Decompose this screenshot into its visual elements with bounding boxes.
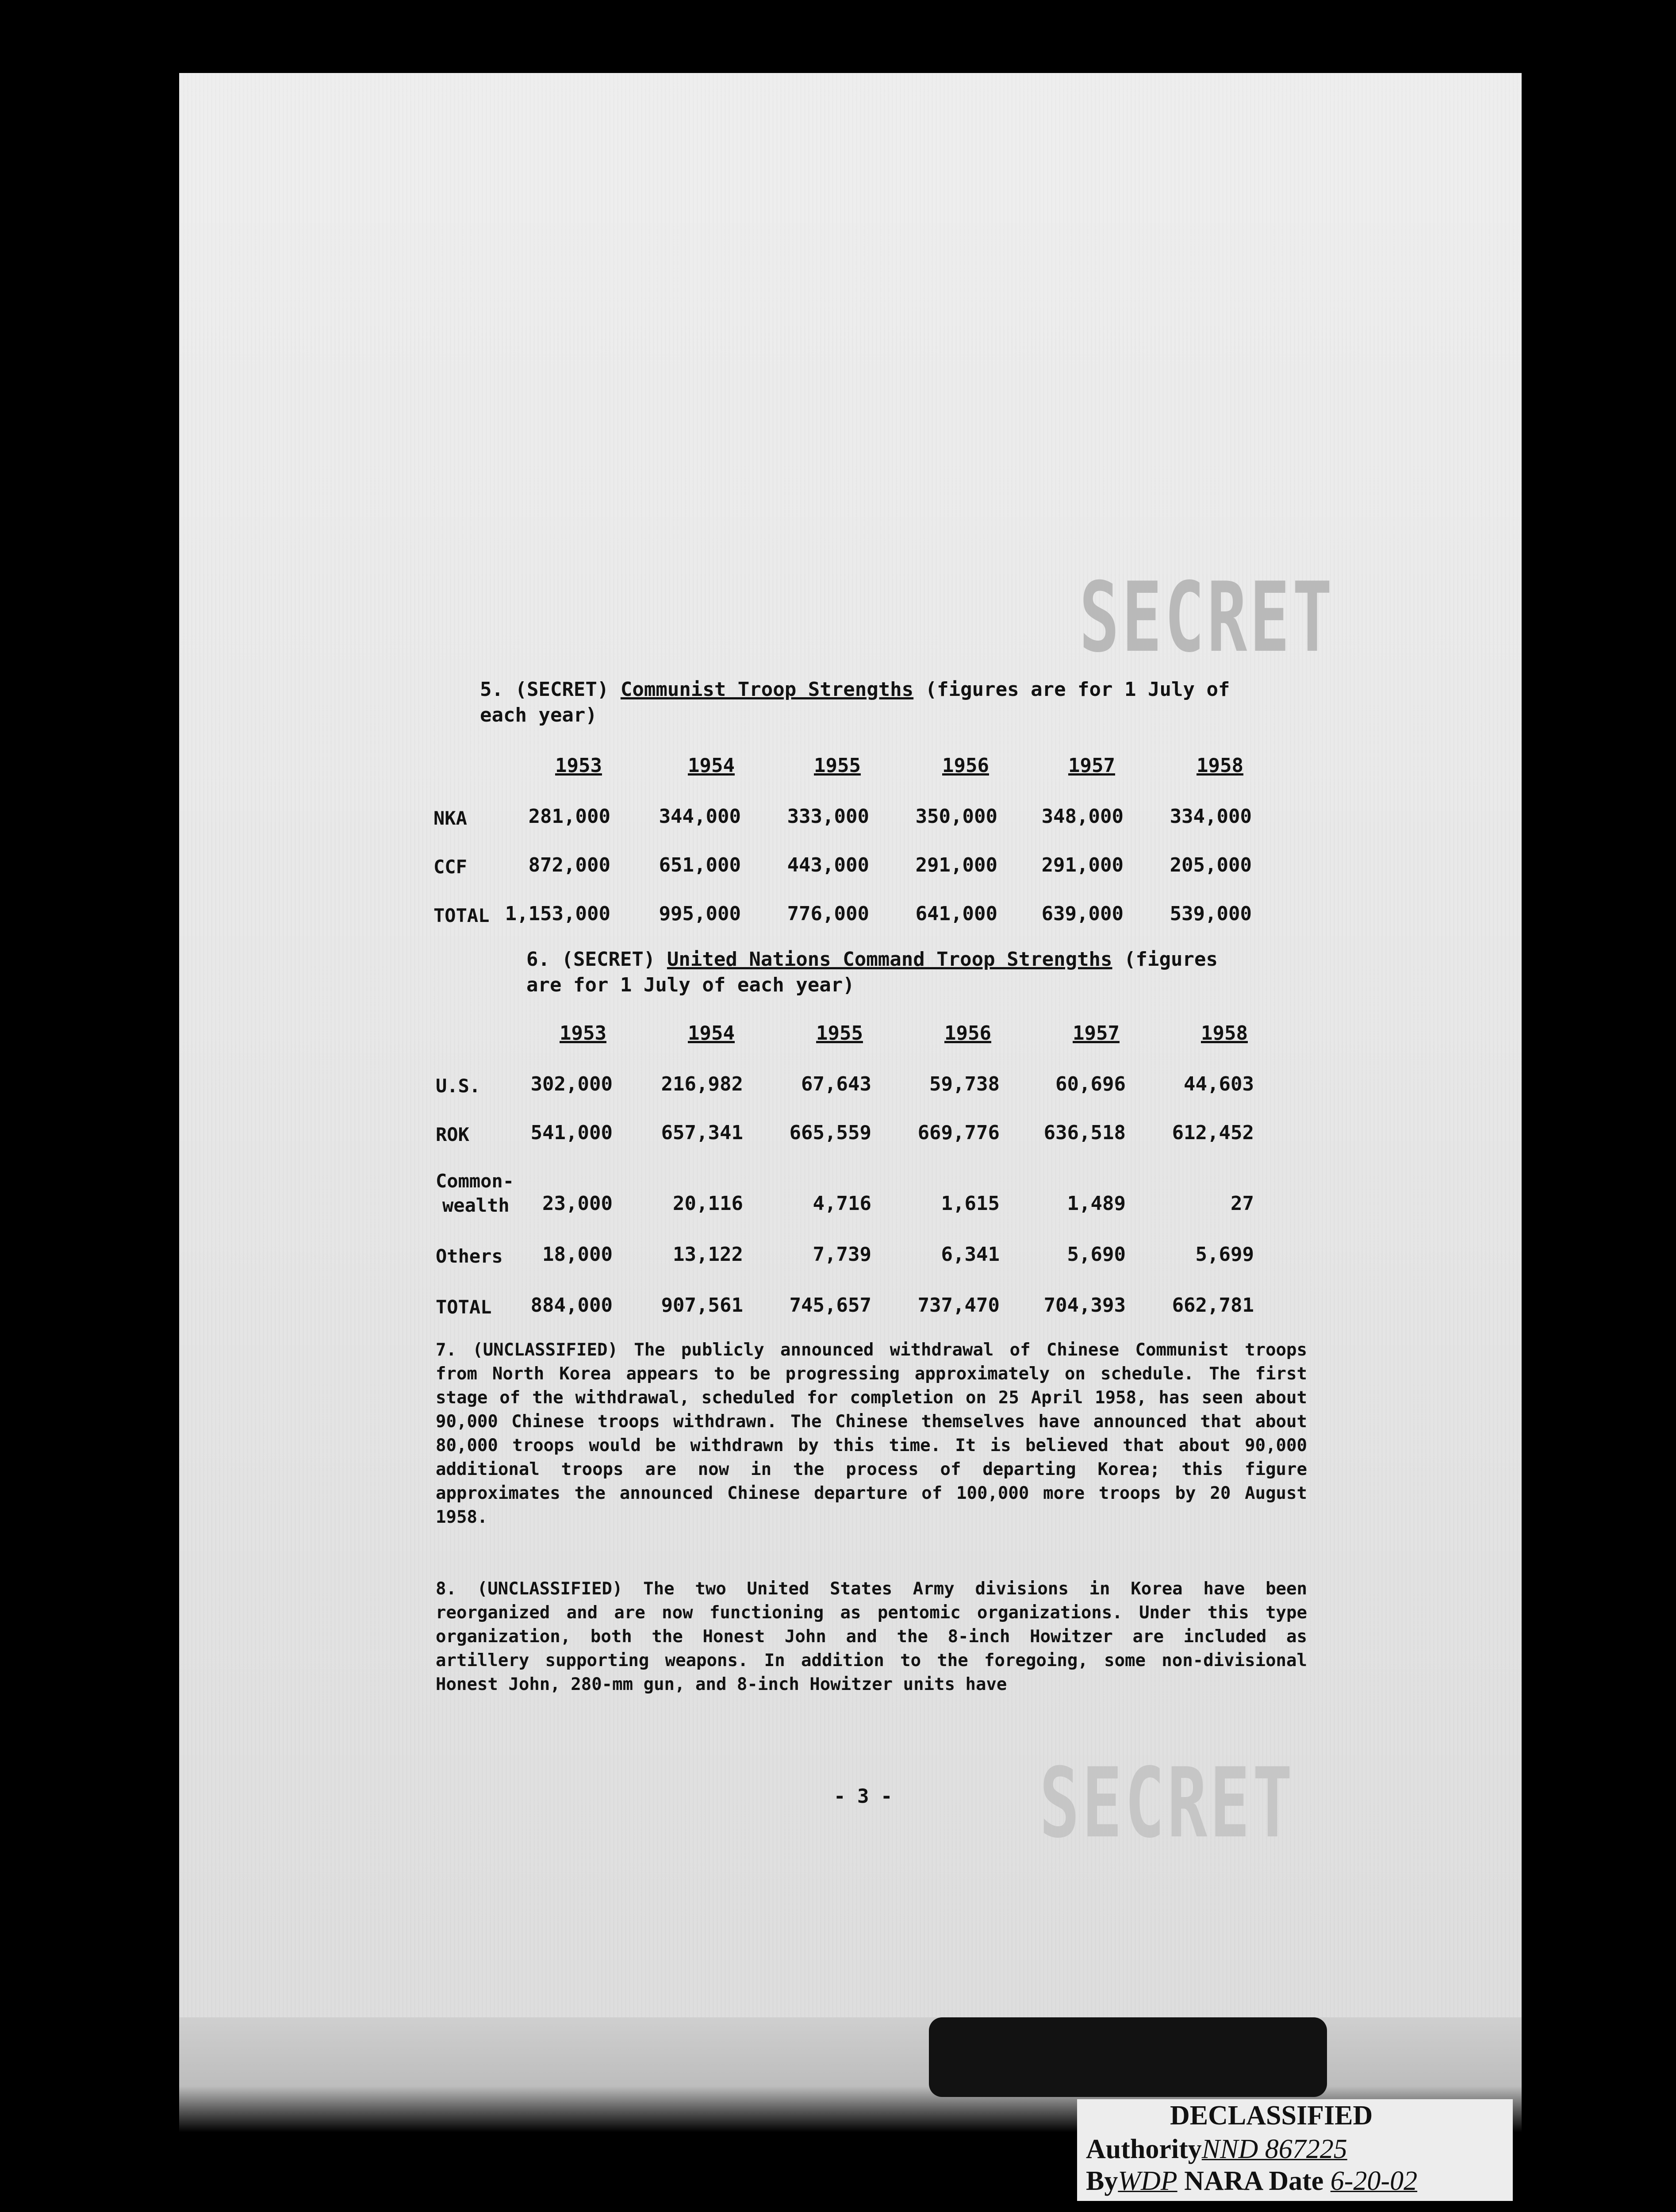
- paragraph-8: 8. (UNCLASSIFIED) The two United States Army divisions in Korea have been reorganized and are now functioning as pentomic organizations. Under this type organization, both the Honest John and the 8-inch Howitzer are included as artillery supporting weapons. In addition to the foregoing, some non-divisional Honest John, 280-mm gun, and 8-inch Howitzer units have: [436, 1579, 1307, 1694]
- paragraph-7: 7. (UNCLASSIFIED) The publicly announced withdrawal of Chinese Communist troops from North Korea appears to be progressing approximately on schedule. The first stage of the withdrawal, scheduled for completion on 25 April 1958, has seen about 90,000 Chinese troops withdrawn. The Chinese themselves have announced that about 80,000 troops would be withdrawn by this time. It is believed that about 90,000 additional troops are now in the process of departing Korea; this figure approximates the announced Chinese departure of 100,000 more troops by 20 August 1958.: [436, 1340, 1307, 1527]
- row-label-commonwealth: wealth: [442, 1194, 510, 1216]
- year-header: 1956: [942, 754, 989, 777]
- authority-line: [1086, 2134, 1347, 2165]
- table-cell: 641,000: [915, 902, 997, 925]
- table-cell: 662,781: [1172, 1294, 1254, 1317]
- section-5-number: 5.: [480, 678, 503, 701]
- table-cell: 776,000: [787, 902, 869, 925]
- table-cell: 18,000: [542, 1243, 613, 1266]
- table-cell: 872,000: [528, 854, 610, 876]
- authority-label: Authority: [1086, 2134, 1202, 2164]
- secret-stamp-top: SECRET: [1079, 562, 1335, 674]
- year-header: 1953: [555, 754, 602, 777]
- year-header: 1958: [1201, 1022, 1248, 1045]
- table-cell: 350,000: [915, 805, 997, 828]
- section-6-title: United Nations Command Troop Strengths: [667, 948, 1112, 971]
- table-cell: 281,000: [528, 805, 610, 828]
- table-cell: 704,393: [1043, 1294, 1126, 1317]
- row-label-total: TOTAL: [433, 905, 490, 926]
- nara-date-value: 6-20-02: [1330, 2166, 1418, 2196]
- section-6-number: 6.: [526, 948, 550, 971]
- by-label: By: [1086, 2166, 1118, 2196]
- table-cell: 23,000: [542, 1192, 613, 1215]
- table-cell: 745,657: [789, 1294, 871, 1317]
- table-cell: 539,000: [1170, 902, 1252, 925]
- table-cell: 59,738: [929, 1073, 1000, 1095]
- table-cell: 6,341: [941, 1243, 1000, 1266]
- table-cell: 302,000: [530, 1073, 613, 1095]
- table-cell: 7,739: [813, 1243, 871, 1266]
- table-cell: 995,000: [659, 902, 741, 925]
- year-header: 1955: [814, 754, 861, 777]
- section-5-title: Communist Troop Strengths: [620, 678, 914, 701]
- table-cell: 612,452: [1172, 1121, 1254, 1144]
- section-5-note: (figures are for 1 July of: [925, 678, 1230, 701]
- year-header: 1956: [944, 1022, 991, 1045]
- row-label-nka: NKA: [433, 807, 467, 829]
- table-cell: 67,643: [801, 1073, 871, 1095]
- table-cell: 443,000: [787, 854, 869, 876]
- section-6-heading: [526, 947, 1234, 998]
- table-cell: 669,776: [917, 1121, 1000, 1144]
- table-cell: 20,116: [673, 1192, 743, 1215]
- table-cell: 541,000: [530, 1121, 613, 1144]
- table-cell: 205,000: [1170, 854, 1252, 876]
- section-5-note-cont: each year): [480, 704, 597, 726]
- table-cell: 5,690: [1067, 1243, 1126, 1266]
- table-cell: 44,603: [1184, 1073, 1254, 1095]
- table-cell: 291,000: [915, 854, 997, 876]
- year-header: 1954: [688, 1022, 735, 1045]
- table-cell: 344,000: [659, 805, 741, 828]
- by-value: WDP: [1118, 2166, 1177, 2196]
- table-cell: 13,122: [673, 1243, 743, 1266]
- section-6-note: (figures: [1124, 948, 1218, 971]
- table-cell: 636,518: [1043, 1121, 1126, 1144]
- table-cell: 884,000: [530, 1294, 613, 1317]
- row-label-rok: ROK: [436, 1124, 469, 1145]
- nara-date-label: NARA Date: [1184, 2166, 1324, 2196]
- declassification-stamp: [1077, 2099, 1513, 2201]
- secret-stamp-bottom: SECRET: [1039, 1747, 1295, 1860]
- table-cell: 1,489: [1067, 1192, 1126, 1215]
- table-cell: 216,982: [661, 1073, 743, 1095]
- year-header: 1955: [816, 1022, 863, 1045]
- table-cell: 333,000: [787, 805, 869, 828]
- year-header: 1957: [1073, 1022, 1120, 1045]
- row-label-ccf: CCF: [433, 856, 467, 878]
- table-cell: 5,699: [1195, 1243, 1254, 1266]
- year-header: 1953: [560, 1022, 606, 1045]
- row-label-commonwealth-line1: Common-: [436, 1170, 514, 1192]
- table-cell: 1,615: [941, 1192, 1000, 1215]
- section-6-note-cont: are for 1 July of each year): [526, 974, 855, 996]
- table-cell: 651,000: [659, 854, 741, 876]
- table-cell: 334,000: [1170, 805, 1252, 828]
- section-6-classification: (SECRET): [561, 948, 656, 971]
- row-label-others: Others: [436, 1245, 503, 1267]
- table-cell: 639,000: [1041, 902, 1124, 925]
- year-header: 1957: [1068, 754, 1115, 777]
- year-header: 1958: [1197, 754, 1243, 777]
- row-label-total: TOTAL: [436, 1296, 492, 1318]
- year-header: 1954: [688, 754, 735, 777]
- authority-value: NND 867225: [1201, 2134, 1347, 2164]
- section-5-classification: (SECRET): [515, 678, 609, 701]
- table-cell: 4,716: [813, 1192, 871, 1215]
- scan-shadow: [929, 2017, 1327, 2097]
- table-cell: 737,470: [917, 1294, 1000, 1317]
- row-label-us: U.S.: [436, 1075, 481, 1097]
- table-cell: 27: [1231, 1192, 1254, 1215]
- table-cell: 665,559: [789, 1121, 871, 1144]
- section-5-heading: [480, 677, 1232, 728]
- table-cell: 657,341: [661, 1121, 743, 1144]
- table-cell: 348,000: [1041, 805, 1124, 828]
- table-cell: 1,153,000: [505, 902, 610, 925]
- declassified-title: DECLASSIFIED: [1170, 2101, 1373, 2131]
- by-line: [1086, 2166, 1417, 2197]
- table-cell: 60,696: [1055, 1073, 1126, 1095]
- page-number: - 3 -: [834, 1785, 893, 1808]
- table-cell: 907,561: [661, 1294, 743, 1317]
- table-cell: 291,000: [1041, 854, 1124, 876]
